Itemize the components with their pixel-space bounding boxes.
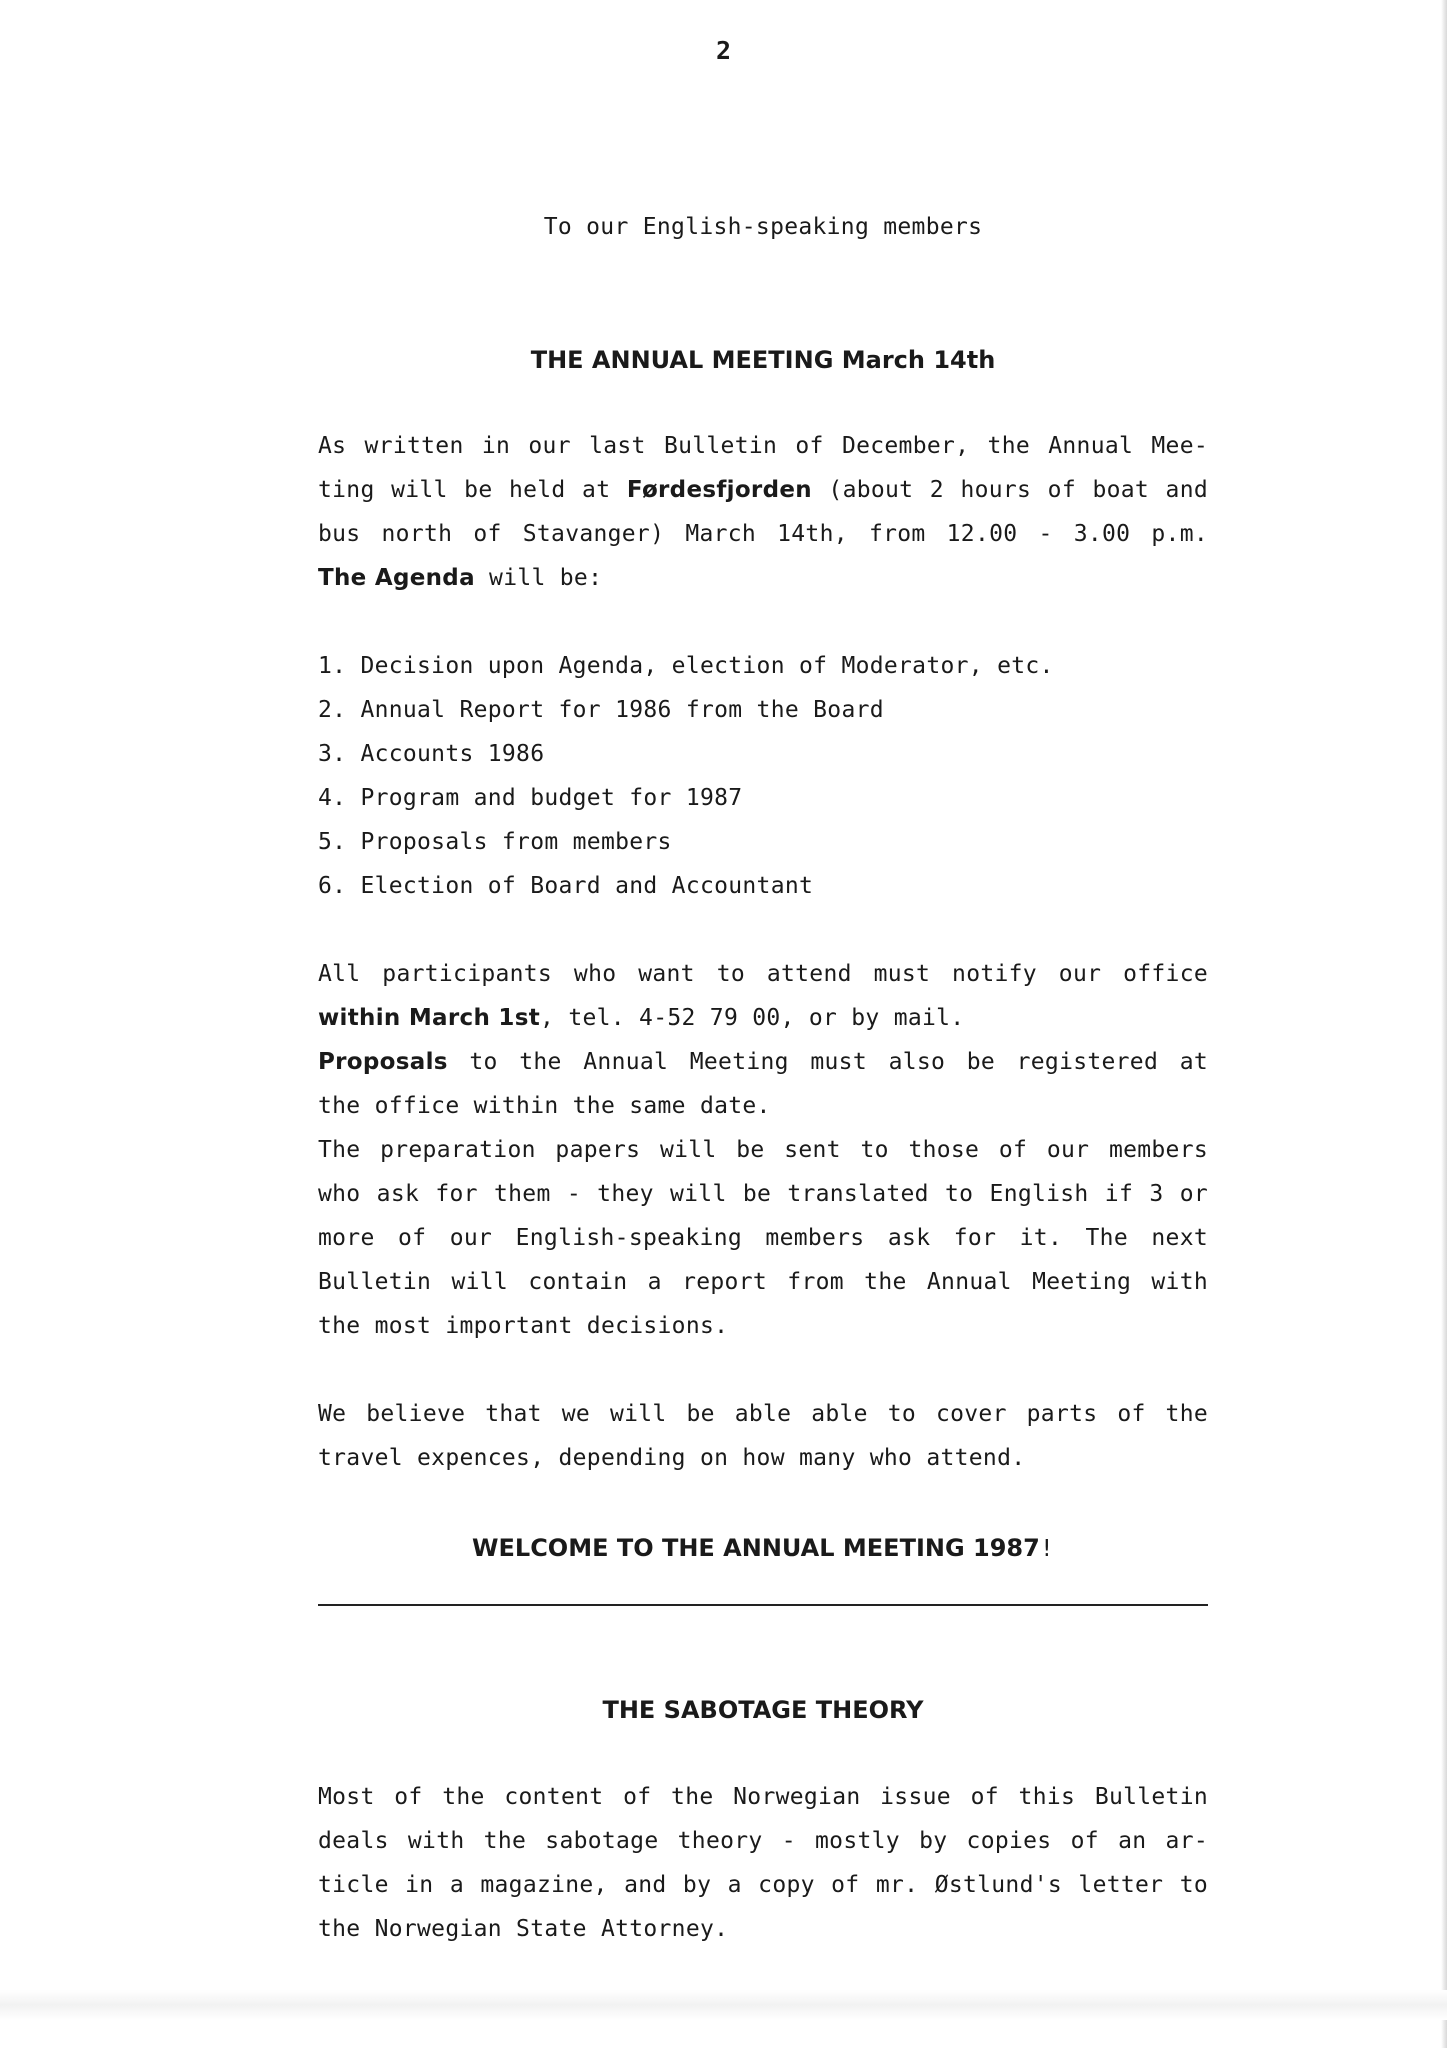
travel-line: travel expences, depending on how many who attend. — [318, 1445, 1026, 1471]
agenda-item: 5. Proposals from members — [318, 829, 672, 855]
proposals-line-1-text: to the Annual Meeting must also be registered at — [447, 1049, 1208, 1075]
sabotage-paragraph — [318, 1775, 1208, 1951]
intro-line-3-text: bus north of Stavanger) March 14th, from 12.00 - 3.00 p.m. — [318, 521, 1208, 547]
section-divider — [318, 1604, 1208, 1606]
intro-line-2-text-b: (about 2 hours of boat and — [811, 477, 1209, 503]
intro-line-2 — [318, 468, 1208, 512]
prep-line: more of our English-speaking members ask for it. The next — [318, 1225, 1208, 1251]
sabotage-line: the Norwegian State Attorney. — [318, 1916, 729, 1942]
prep-line: The preparation papers will be sent to those of our members — [318, 1137, 1208, 1163]
agenda-item: 4. Program and budget for 1987 — [318, 785, 743, 811]
sabotage-heading: THE SABOTAGE THEORY — [602, 1696, 924, 1724]
welcome-line — [318, 1526, 1208, 1571]
notice-line-2 — [318, 996, 1208, 1040]
prep-line: the most important decisions. — [318, 1313, 729, 1339]
agenda-item: 6. Election of Board and Accountant — [318, 873, 814, 899]
prep-line: who ask for them - they will be translated to English if 3 or — [318, 1181, 1208, 1207]
notice-paragraph — [318, 952, 1208, 1348]
intro-paragraph — [318, 424, 1208, 600]
intro-line-1-text: As written in our last Bulletin of December, the Annual Mee- — [318, 433, 1208, 459]
agenda-list — [318, 644, 1208, 908]
agenda-list-block — [318, 644, 1208, 908]
agenda-item: 2. Annual Report for 1986 from the Board — [318, 697, 884, 723]
intro-line-4-text: will be: — [474, 565, 603, 591]
agenda-item: 3. Accounts 1986 — [318, 741, 545, 767]
agenda-label: The Agenda — [318, 565, 475, 591]
greeting-line: To our English-speaking members — [543, 214, 983, 240]
travel-line: We believe that we will be able able to cover parts of the — [318, 1401, 1208, 1427]
intro-line-4 — [318, 556, 1208, 600]
notice-line-1: All participants who want to attend must notify our office — [318, 961, 1208, 987]
intro-line-1 — [318, 424, 1208, 468]
proposals-line-2: the office within the same date. — [318, 1093, 771, 1119]
page-number: 2 — [715, 36, 732, 65]
welcome-text: WELCOME TO THE ANNUAL MEETING 1987 — [472, 1534, 1040, 1562]
deadline-text: within March 1st — [318, 1005, 541, 1031]
scan-smudge — [0, 1990, 1447, 2020]
welcome-exclamation: ! — [1039, 1536, 1054, 1562]
sabotage-line: ticle in a magazine, and by a copy of mr. Østlund's letter to — [318, 1872, 1208, 1898]
sabotage-line: Most of the content of the Norwegian issue of this Bulletin — [318, 1784, 1208, 1810]
sabotage-line: deals with the sabotage theory - mostly by copies of an ar- — [318, 1828, 1208, 1854]
annual-meeting-heading: THE ANNUAL MEETING March 14th — [530, 346, 996, 374]
intro-line-3 — [318, 512, 1208, 556]
page-edge-shadow — [1441, 0, 1447, 2048]
intro-line-2-text-a: ting will be held at — [318, 477, 627, 503]
travel-paragraph — [318, 1392, 1208, 1480]
prep-line: Bulletin will contain a report from the Annual Meeting with — [318, 1269, 1208, 1295]
proposals-line-1 — [318, 1040, 1208, 1084]
proposals-label: Proposals — [318, 1049, 448, 1075]
notice-line-2-text: , tel. 4-52 79 00, or by mail. — [540, 1005, 965, 1031]
location-name: Førdesfjorden — [626, 477, 812, 503]
agenda-item: 1. Decision upon Agenda, election of Moderator, etc. — [318, 653, 1054, 679]
